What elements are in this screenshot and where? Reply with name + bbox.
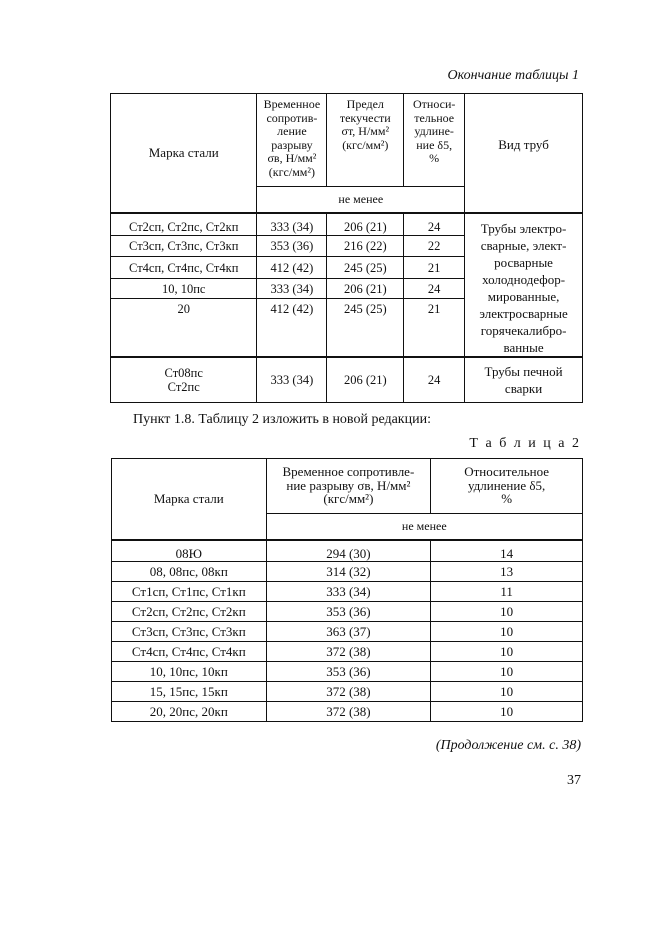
table-cell: 333 (34) (266, 582, 431, 602)
t2-header-tensile: Временное сопротивле- ние разрыву σв, Н/мм² (кгс/мм²) (266, 459, 431, 514)
table-cell: 206 (21) (327, 357, 404, 403)
t2-header-min: не менее (266, 514, 582, 540)
table-cell: 412 (42) (257, 257, 327, 279)
table1-continuation-caption: Окончание таблицы 1 (447, 68, 579, 83)
t1-pipe-type-welded: Трубы электро- сварные, элект- росварные холоднодефор- мированные, электросварные горячекалибро- ванные (479, 220, 568, 355)
t1-header-elongation: Относи- тельное удлине- ние δ5, % (404, 94, 465, 187)
table-row: 20, 20пс, 20кп (112, 702, 267, 722)
table-cell: 14 (431, 540, 583, 562)
table-cell: 353 (36) (257, 235, 327, 257)
table-cell: 10 (500, 703, 514, 719)
table-cell: 372 (38) (266, 682, 431, 702)
table-row: 15, 15пс, 15кп (112, 682, 267, 702)
table-cell: 245 (25) (327, 299, 404, 357)
table1 (110, 93, 583, 403)
table-cell: 13 (431, 562, 583, 582)
t1-header-yield: Предел текучести σт, Н/мм² (кгс/мм²) (327, 94, 404, 187)
table-cell: 333 (34) (257, 278, 327, 299)
table-row: 08, 08пс, 08кп (112, 562, 267, 582)
t1-header-pipe-type: Вид труб (465, 94, 583, 213)
table-cell: 294 (30) (266, 540, 431, 562)
table-cell: 314 (32) (266, 562, 431, 582)
table-cell: 206 (21) (327, 213, 404, 236)
table-cell: 353 (36) (266, 662, 431, 682)
table-cell: 412 (42) (257, 299, 327, 357)
table-cell: 206 (21) (327, 278, 404, 299)
table-row: 10, 10пс (111, 278, 257, 299)
table-cell: 21 (404, 299, 465, 357)
t1-header-tensile: Временное сопротив- ление разрыву σв, Н/мм² (кгс/мм²) (257, 94, 327, 187)
page-number: 37 (567, 773, 581, 788)
table-row: 10, 10пс, 10кп (112, 662, 267, 682)
table-row: Ст4сп, Ст4пс, Ст4кп (112, 642, 267, 662)
table-cell: 11 (431, 582, 583, 602)
table-cell: 333 (34) (257, 357, 327, 403)
table-row: 08Ю (112, 540, 267, 562)
table-row: Ст1сп, Ст1пс, Ст1кп (112, 582, 267, 602)
table-cell: 22 (404, 235, 465, 257)
table-row: Ст08пс Ст2пс (111, 357, 257, 403)
table-row: 20 (111, 299, 257, 357)
t1-header-grade: Марка стали (111, 94, 257, 213)
table-cell: 10 (431, 622, 583, 642)
t1-header-min: не менее (257, 187, 465, 213)
t2-header-elongation: Относительное удлинение δ5, % (431, 459, 583, 514)
table-row: Ст2сп, Ст2пс, Ст2кп (111, 213, 257, 236)
table-cell: 333 (34) (257, 213, 327, 236)
t1-pipe-type-furnace: Трубы печной сварки (465, 357, 583, 403)
table2-caption: Т а б л и ц а 2 (469, 436, 581, 451)
continuation-note: (Продолжение см. с. 38) (435, 738, 581, 753)
table-cell: 24 (404, 357, 465, 403)
table-row: Ст4сп, Ст4пс, Ст4кп (111, 257, 257, 279)
t2-header-grade: Марка стали (112, 459, 267, 540)
table-cell: 245 (25) (327, 257, 404, 279)
table-cell: 372 (38) (266, 642, 431, 662)
table-cell: 216 (22) (327, 235, 404, 257)
table-cell: 24 (404, 278, 465, 299)
paragraph-item-1-8: Пункт 1.8. Таблицу 2 изложить в новой редакции: (133, 412, 431, 427)
table-cell: 10 (431, 642, 583, 662)
table-cell: 372 (38) (266, 702, 431, 722)
table-row: Ст3сп, Ст3пс, Ст3кп (112, 622, 267, 642)
table-cell: 363 (37) (266, 622, 431, 642)
table-cell: 353 (36) (266, 602, 431, 622)
table-cell: 10 (431, 662, 583, 682)
table-cell: 10 (431, 602, 583, 622)
table-row: Ст2сп, Ст2пс, Ст2кп (112, 602, 267, 622)
table-cell: 24 (404, 213, 465, 236)
table-cell: 21 (404, 257, 465, 279)
table-row: Ст3сп, Ст3пс, Ст3кп (111, 235, 257, 257)
table-cell: 10 (431, 682, 583, 702)
table2 (111, 458, 583, 722)
